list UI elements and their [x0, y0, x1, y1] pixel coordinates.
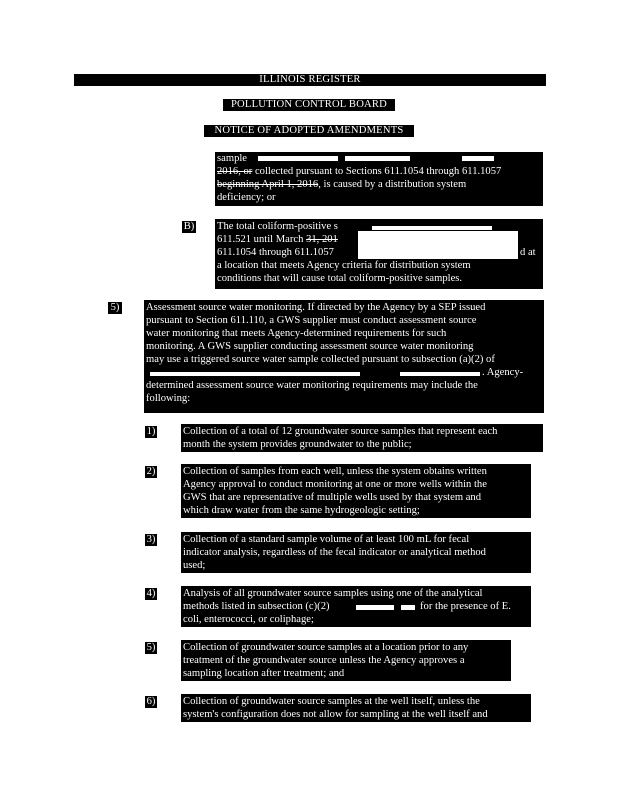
notice-title: NOTICE OF ADOPTED AMENDMENTS — [214, 125, 404, 136]
item-5-line-4: monitoring. A GWS supplier conducting assessment source water monitoring — [146, 341, 474, 352]
subitem-3-line-1: Collection of a standard sample volume of at least 100 mL for fecal — [183, 534, 470, 545]
subitem-5-label: 5) — [146, 642, 156, 653]
redaction — [258, 156, 338, 161]
subitem-5-line-1: Collection of groundwater source samples at a location prior to any — [183, 642, 469, 653]
item-5-line-3: water monitoring that meets Agency-determined requirements for such — [146, 328, 447, 339]
item-5-line-1: Assessment source water monitoring. If directed by the Agency by a SEP issued — [146, 302, 486, 313]
item-5-line-6-tail: . Agency- — [482, 367, 524, 378]
item-5-line-7: determined assessment source water monitoring requirements may include the — [146, 380, 478, 391]
register-title: ILLINOIS REGISTER — [259, 74, 361, 85]
redaction — [358, 231, 518, 259]
subitem-2-line-3: GWS that are representative of multiple wells used by that system and — [183, 492, 482, 503]
item-b-label: B) — [183, 221, 195, 232]
subitem-1-line-2: month the system provides groundwater to the public; — [183, 439, 412, 450]
item-b-line-3-tail: d at — [520, 247, 536, 258]
subitem-4-line-3: coli, enterococci, or coliphage; — [183, 614, 314, 625]
item-5-label: 5) — [108, 302, 122, 314]
subitem-4-label: 4) — [146, 588, 156, 599]
subitem-2-line-4: which draw water from the same hydrogeologic setting; — [183, 505, 420, 516]
subitem-1-label: 1) — [146, 426, 156, 437]
subitem-1-line-1: Collection of a total of 12 groundwater source samples that represent each — [183, 426, 498, 437]
subitem-3-label: 3) — [146, 534, 156, 545]
subitem-3-line-3: used; — [183, 560, 206, 571]
redaction — [400, 372, 480, 376]
redaction — [356, 605, 394, 610]
subitem-4-line-2-tail: for the presence of E. — [420, 601, 511, 612]
redaction — [462, 156, 494, 161]
subitem-6-label: 6) — [146, 696, 156, 707]
item-5-line-5: may use a triggered source water sample collected pursuant to subsection (a)(2) of — [146, 354, 495, 365]
cont-line-3: beginning April 1, 2016, is caused by a distribution system — [217, 179, 467, 190]
subitem-5-line-2: treatment of the groundwater source unless the Agency approves a — [183, 655, 465, 666]
item-5-line-8: following: — [146, 393, 191, 404]
redaction — [150, 372, 360, 376]
board-title: POLLUTION CONTROL BOARD — [230, 99, 388, 110]
redaction — [372, 226, 492, 230]
cont-line-1: sample — [217, 153, 248, 164]
item-5-line-2: pursuant to Section 611.110, a GWS supplier must conduct assessment source — [146, 315, 477, 326]
cont-line-2: 2016, or collected pursuant to Sections 611.1054 through 611.1057 — [217, 166, 502, 177]
item-b-line-3: 611.1054 through 611.1057 — [217, 247, 334, 258]
subitem-4-line-1: Analysis of all groundwater source samples using one of the analytical — [183, 588, 483, 599]
item-b-line-4: a location that meets Agency criteria for distribution system — [217, 260, 471, 271]
item-b-line-2: 611.521 until March 31, 201 — [217, 234, 338, 245]
subitem-6-line-1: Collection of groundwater source samples at the well itself, unless the — [183, 696, 480, 707]
subitem-5-line-3: sampling location after treatment; and — [183, 668, 345, 679]
subitem-2-label: 2) — [146, 466, 156, 477]
subitem-3-line-2: indicator analysis, regardless of the fecal indicator or analytical method — [183, 547, 486, 558]
subitem-2-line-2: Agency approval to conduct monitoring at one or more wells within the — [183, 479, 487, 490]
item-b-line-1: The total coliform-positive s — [217, 221, 338, 232]
redaction — [345, 156, 410, 161]
subitem-4-line-2: methods listed in subsection (c)(2) — [183, 601, 330, 612]
subitem-2-line-1: Collection of samples from each well, unless the system obtains written — [183, 466, 487, 477]
redaction — [401, 605, 415, 610]
subitem-6-line-2: system's configuration does not allow for sampling at the well itself and — [183, 709, 488, 720]
cont-line-4: deficiency; or — [217, 192, 276, 203]
item-b-line-5: conditions that will cause total coliform-positive samples. — [217, 273, 463, 284]
